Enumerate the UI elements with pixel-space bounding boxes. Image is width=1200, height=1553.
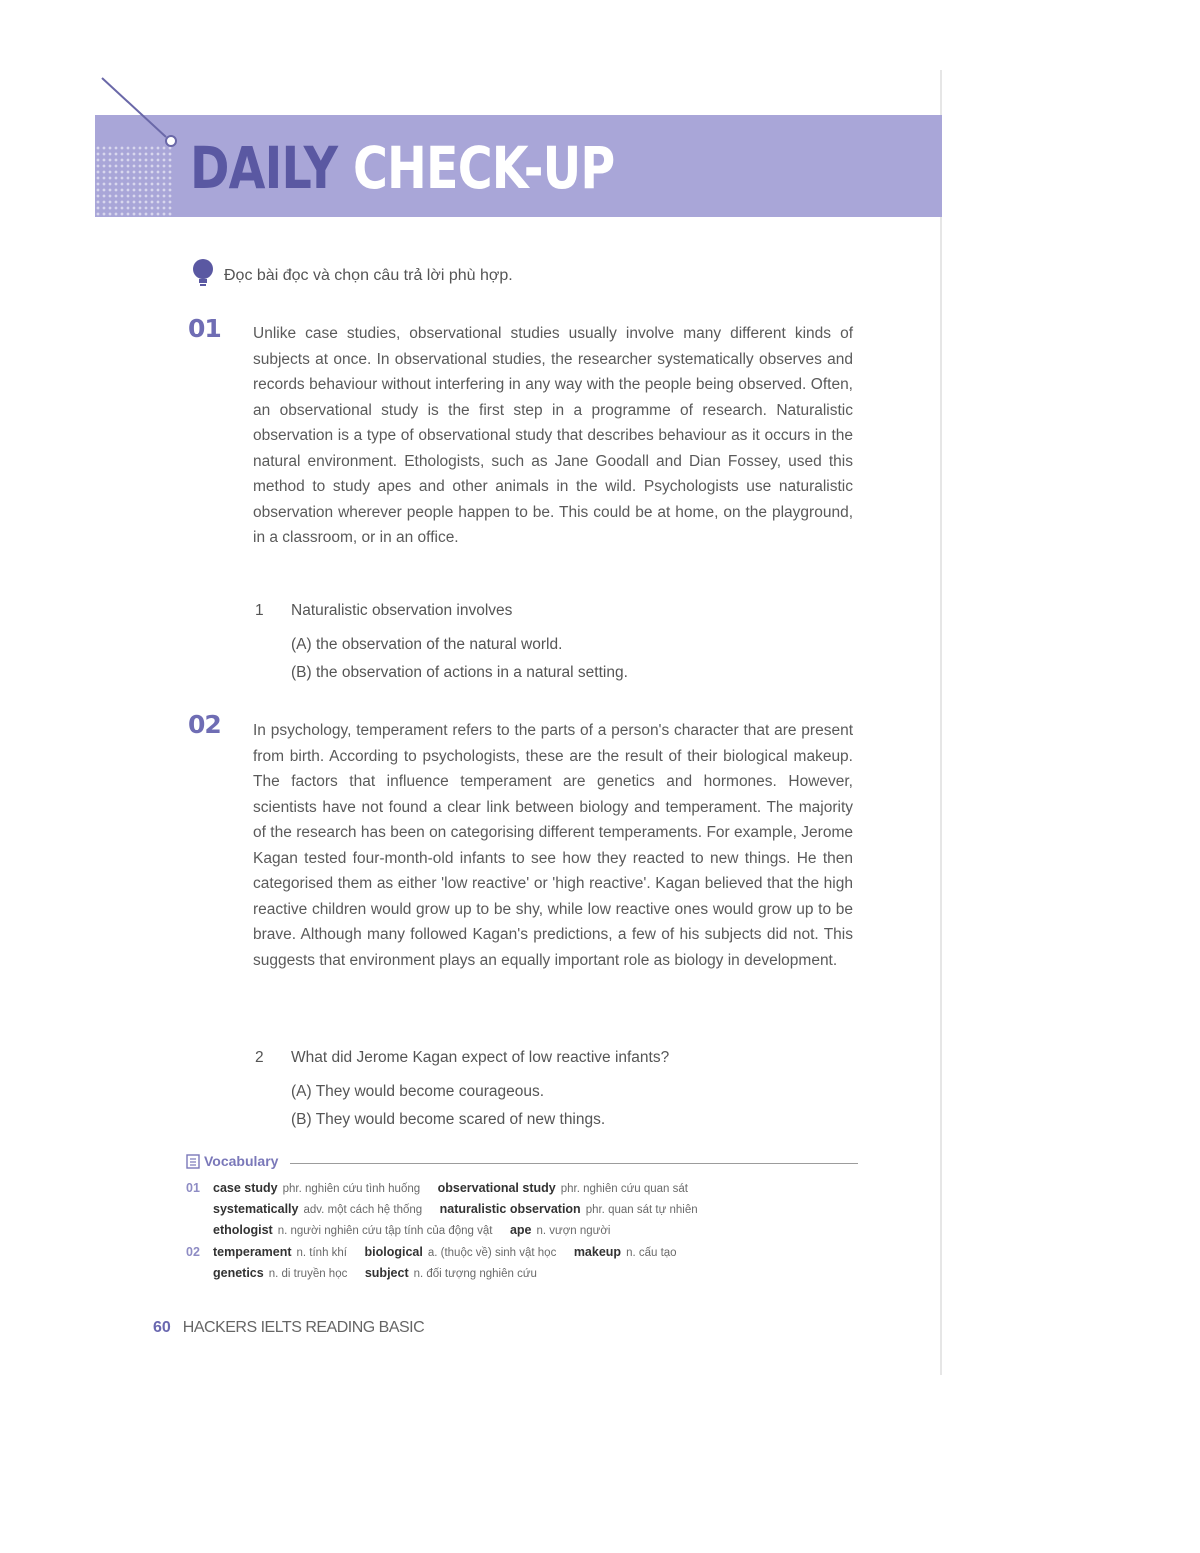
vocab-definition: n. người nghiên cứu tập tính của động vật: [277, 1225, 493, 1237]
vocab-definition: n. đối tượng nghiên cứu: [413, 1268, 537, 1280]
answer-option-b: (B) They would become scared of new things.: [291, 1111, 606, 1128]
vocabulary-divider: [290, 1163, 858, 1164]
vocabulary-line: [213, 1181, 702, 1195]
vocab-definition: n. vượn người: [536, 1225, 611, 1237]
vocabulary-line: [213, 1202, 712, 1216]
vocab-term: subject: [364, 1266, 409, 1280]
page-title: [190, 135, 614, 201]
passage-number: 02: [188, 710, 221, 739]
diagonal-line-decoration: [100, 76, 180, 156]
vocab-definition: adv. một cách hệ thống: [303, 1204, 423, 1216]
page-number: 60: [153, 1319, 171, 1336]
vocab-term: makeup: [573, 1245, 622, 1259]
vocab-definition: phr. quan sát tự nhiên: [585, 1204, 698, 1216]
answer-option-a: (A) They would become courageous.: [291, 1083, 545, 1100]
passage-text: In psychology, temperament refers to the parts of a person's character that are present from birth. According to psychologists, these are the result of their biological makeup. The factors that influence temperament are genetics and hormones. However, scientists have not found a clear link between biology and temperament. The majority of the research has been on categorising different temperaments. For example, Jerome Kagan tested four-month-old infants to see how they reacted to new things. He then categorised them as either 'low reactive' or 'high reactive'. Kagan believed that the high reactive children would grow up to be shy, while low reactive ones would grow up to be brave. Although many followed Kagan's predictions, a few of his subjects did not. This suggests that environment plays an equally important role as biology in development.: [253, 722, 853, 969]
question-text: Naturalistic observation involves: [291, 602, 513, 619]
answer-option-b: (B) the observation of actions in a natural setting.: [291, 664, 628, 681]
vocab-definition: n. di truyền học: [268, 1268, 348, 1280]
answer-option-a: (A) the observation of the natural world.: [291, 636, 563, 653]
vocabulary-group-number: 01: [186, 1181, 200, 1195]
vocab-term: ethologist: [213, 1223, 273, 1237]
vocab-term: case study: [213, 1181, 278, 1195]
vocab-definition: n. cấu tạo: [626, 1247, 677, 1259]
vocab-term: observational study: [437, 1181, 556, 1195]
lightbulb-icon: [190, 258, 216, 288]
vocabulary-title: Vocabulary: [204, 1153, 279, 1169]
page-title-part1: DAILY: [190, 134, 338, 202]
vocab-definition: phr. nghiên cứu quan sát: [560, 1183, 688, 1195]
vocab-term: naturalistic observation: [439, 1202, 581, 1216]
vocab-term: systematically: [213, 1202, 299, 1216]
vocab-definition: n. tính khí: [296, 1247, 348, 1259]
instruction-text: Đọc bài đọc và chọn câu trả lời phù hợp.: [224, 267, 513, 284]
vocabulary-line: [213, 1245, 691, 1259]
vocabulary-line: [213, 1266, 551, 1280]
vocab-definition: a. (thuộc về) sinh vật học: [427, 1247, 557, 1259]
question-number: 2: [255, 1049, 264, 1066]
vocab-term: biological: [364, 1245, 423, 1259]
book-title: HACKERS IELTS READING BASIC: [182, 1319, 425, 1336]
question-text: What did Jerome Kagan expect of low reactive infants?: [291, 1049, 670, 1066]
page-title-part2: CHECK-UP: [352, 134, 615, 202]
vocab-definition: phr. nghiên cứu tình huống: [282, 1183, 421, 1195]
instruction: [190, 258, 790, 292]
passage-text: Unlike case studies, observational studies usually involve many different kinds of subjects at once. In observational studies, the researcher systematically observes and records behaviour without interfering in any way with the people being observed. Often, an observational study is the first step in a programme of research. Naturalistic observation is a type of observational study that describes behaviour as it occurs in the natural environment. Ethologists, such as Jane Goodall and Dian Fossey, used this method to study apes and other animals in the wild. Psychologists use naturalistic observation wherever people happen to be. This could be at home, on the playground, in a classroom, or in an office.: [253, 325, 853, 546]
page-footer: [153, 1319, 424, 1337]
vocab-term: ape: [509, 1223, 532, 1237]
vocabulary-group-number: 02: [186, 1245, 200, 1259]
question-number: 1: [255, 602, 264, 619]
vocabulary-line: [213, 1223, 624, 1237]
passage-number: 01: [188, 314, 221, 343]
vocab-term: temperament: [213, 1245, 292, 1259]
vocab-term: genetics: [213, 1266, 264, 1280]
notebook-icon: [186, 1154, 200, 1169]
